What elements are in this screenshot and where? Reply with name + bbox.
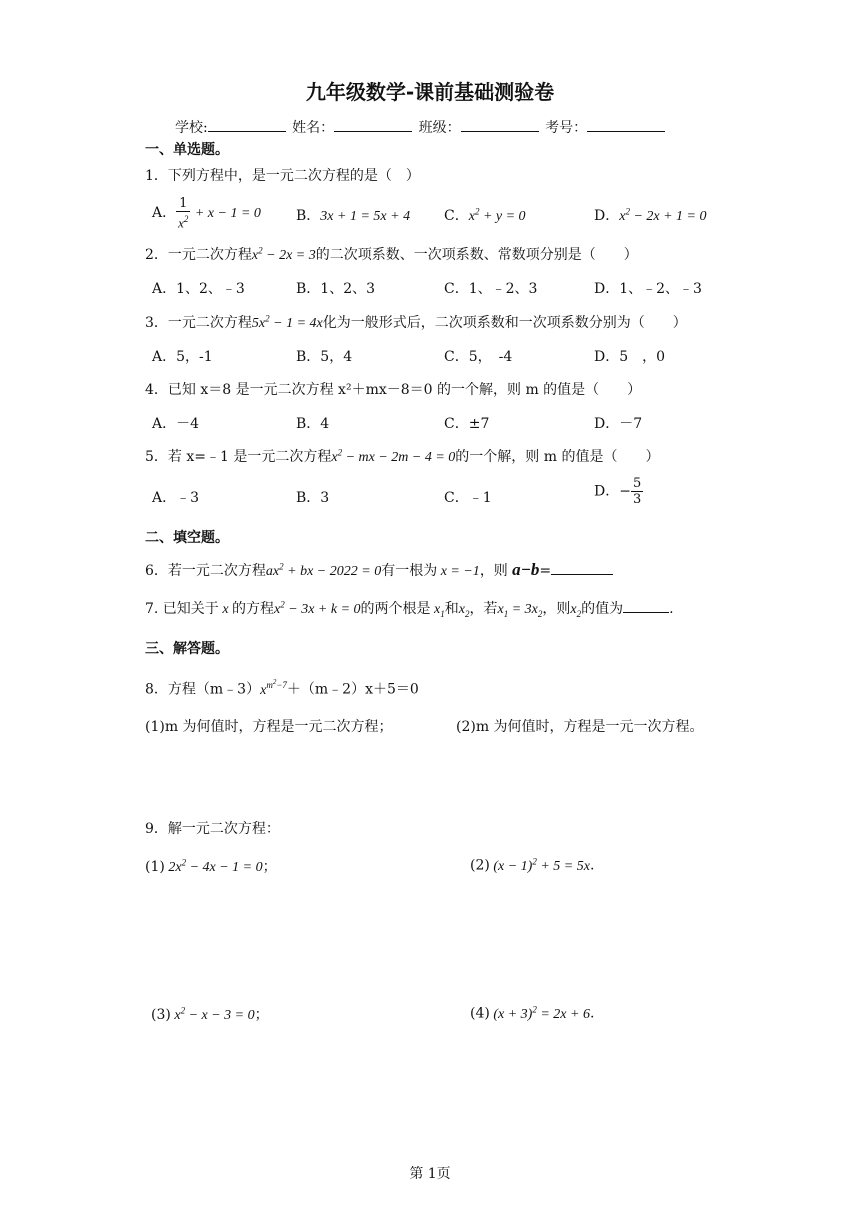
q1-option-d[interactable]: D．$x^2 - 2x + 1 = 0$ xyxy=(594,206,707,224)
name-blank[interactable] xyxy=(334,119,412,132)
page-title: 九年级数学-课前基础测验卷 xyxy=(305,80,555,104)
section-heading-fill-blank: 二、填空题。 xyxy=(145,530,229,546)
question-4-stem: 4．已知 x＝8 是一元二次方程 x²＋mx－8＝0 的一个解，则 m 的值是（ ） xyxy=(145,382,642,398)
q7-equation: $x^2 - 3x + k = 0$ xyxy=(274,599,361,617)
q7-answer-blank[interactable] xyxy=(623,600,669,613)
q5-option-b[interactable]: B．3 xyxy=(296,490,330,506)
q3-equation: $5x^2 - 1 = 4x$ xyxy=(251,313,323,331)
q1-a-formula: $\frac{1}{x^2}$ xyxy=(178,196,189,231)
question-5-stem: 5．若 x=﹣1 是一元二次方程$x^2$ − mx − 2m − 4 = 0的一个解，则 m 的值是（ ） xyxy=(145,447,660,465)
student-info-line xyxy=(175,117,667,137)
q1-b-formula: 3x + 1 = 5x + 4 xyxy=(320,209,411,224)
question-3-stem: 3．一元二次方程$5x^2 - 1 = 4x$化为一般形式后，二次项系数和一次项系数分别为（ ） xyxy=(145,313,687,331)
q9-part-4: (4) $(x + 3)^2 = 2x + 6$. xyxy=(470,1004,595,1022)
q2-option-a[interactable]: A．1、2、﹣3 xyxy=(152,281,245,297)
q5-option-a[interactable]: A．﹣3 xyxy=(152,490,200,506)
q1-option-b[interactable]: B．3x + 1 = 5x + 4 xyxy=(296,208,411,224)
q8-part-1: (1)m 为何值时，方程是一元二次方程； xyxy=(145,719,393,735)
q2-equation: $x^2 - 2x = 3$ xyxy=(251,245,316,263)
q9-part-1: (1) $2x^2 - 4x - 1 = 0$； xyxy=(145,857,277,875)
q2-option-b[interactable]: B．1、2、3 xyxy=(296,281,376,297)
exam-no-blank[interactable] xyxy=(587,119,665,132)
class-blank[interactable] xyxy=(461,119,539,132)
question-7-stem: 7. 已知关于 x 的方程$x^2 - 3x + k = 0$的两个根是 $x_1$和$x_2$，若$x_1 = 3x_2$，则$x_2$的值为 . xyxy=(145,599,674,619)
q1-option-a[interactable]: A． $\frac{1}{x^2}$ + x − 1 = 0 xyxy=(152,196,261,231)
q2-option-d[interactable]: D．1、﹣2、﹣3 xyxy=(594,281,702,297)
q6-answer-blank[interactable] xyxy=(551,562,613,575)
q3-option-a[interactable]: A．5，-1 xyxy=(152,349,213,365)
school-label: 学校: xyxy=(175,120,208,136)
question-9-stem: 9．解一元二次方程： xyxy=(145,821,280,837)
q3-option-b[interactable]: B．5，4 xyxy=(296,349,353,365)
q1-c-formula: $x^2 + y = 0$ xyxy=(468,206,526,224)
q5-option-d[interactable]: D．− $\frac{5}{3}$ xyxy=(594,476,642,507)
q5-d-fraction: $\frac{5}{3}$ xyxy=(632,476,642,507)
q9-part-2: (2) $(x - 1)^2 + 5 = 5x$. xyxy=(470,856,595,874)
q5-equation: $x^2$ − mx − 2m − 4 = 0 xyxy=(331,447,456,465)
q1-option-c[interactable]: C．$x^2 + y = 0$ xyxy=(444,206,526,224)
q6-equation: $ax^2$ + bx − 2022 = 0 xyxy=(265,561,382,579)
q9-part-3: (3) $x^2 - x - 3 = 0$； xyxy=(151,1005,269,1023)
q4-option-b[interactable]: B．4 xyxy=(296,416,330,432)
q1-d-formula: $x^2 - 2x + 1 = 0$ xyxy=(619,206,707,224)
school-blank[interactable] xyxy=(208,119,286,132)
section-heading-single-choice: 一、单选题。 xyxy=(145,142,229,158)
question-8-stem: 8．方程$(m﹣3)x^{m^2-7}+(m﹣2)x+5=0$ xyxy=(145,678,419,698)
page-number: 第 1页 xyxy=(409,1166,451,1182)
q8-power-term: $x^{m^2-7}$ xyxy=(260,678,287,698)
q4-option-c[interactable]: C．±7 xyxy=(444,416,490,432)
q2-option-c[interactable]: C．1、﹣2、3 xyxy=(444,281,538,297)
q3-option-d[interactable]: D．5 ，0 xyxy=(594,349,666,365)
question-1-stem: 1．下列方程中，是一元二次方程的是（ ） xyxy=(145,168,420,184)
question-6-stem: 6．若一元二次方程$ax^2$ + bx − 2022 = 0有一根为 x = −1，则 a−b= xyxy=(145,560,613,580)
section-heading-solve: 三、解答题。 xyxy=(145,641,229,657)
name-label: 姓名： xyxy=(292,120,335,136)
q4-option-a[interactable]: A．－4 xyxy=(152,416,200,432)
class-label: 班级： xyxy=(418,120,461,136)
exam-no-label: 考号： xyxy=(545,120,588,136)
q4-option-d[interactable]: D．－7 xyxy=(594,416,643,432)
q3-option-c[interactable]: C．5， -4 xyxy=(444,349,513,365)
q8-part-2: (2)m 为何值时，方程是一元一次方程。 xyxy=(456,719,704,735)
question-2-stem: 2．一元二次方程$x^2 - 2x = 3$的二次项系数、一次项系数、常数项分别是（ ） xyxy=(145,245,638,263)
q5-option-c[interactable]: C．﹣1 xyxy=(444,490,492,506)
q6-a-minus-b: a−b xyxy=(507,560,540,579)
